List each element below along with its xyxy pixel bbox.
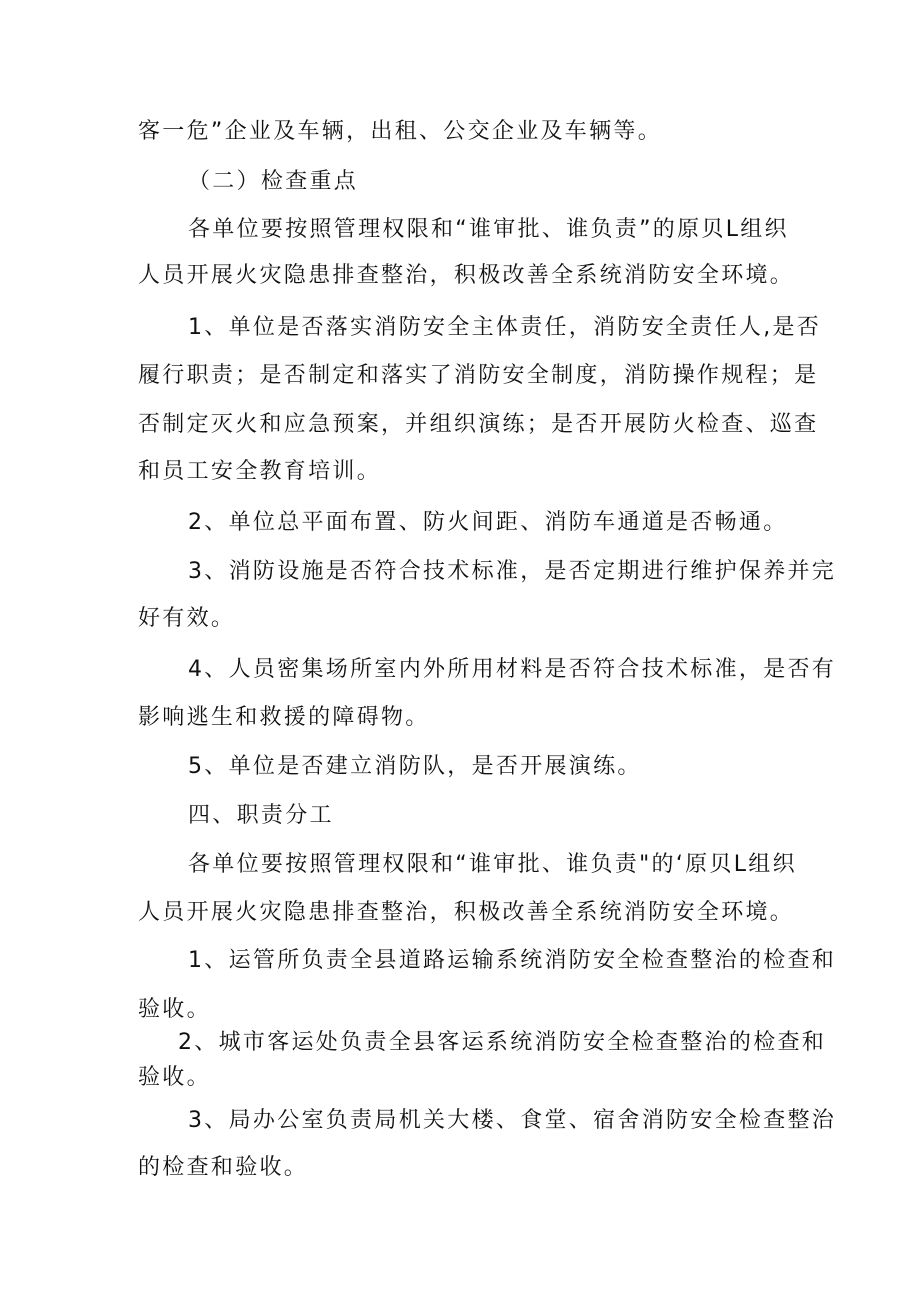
- paragraph-first-line: 1、运管所负责全县道路运输系统消防安全检查整治的检查和: [188, 948, 837, 973]
- text-line: 履行职责；是否制定和落实了消防安全制度，消防操作规程；是: [138, 363, 819, 388]
- text-line: 人员开展火灾隐患排查整治，积极改善全系统消防安全环境。: [138, 900, 795, 925]
- paragraph-first-line: 2、城市客运处负责全县客运系统消防安全检查整治的检查和: [178, 1030, 827, 1055]
- paragraph-first-line: 各单位要按照管理权限和“谁审批、谁负责"的‘原贝L组织: [188, 852, 797, 877]
- text-line: 验收。: [138, 1065, 211, 1090]
- text-line: 验收。: [138, 997, 211, 1022]
- text-line: 否制定灭火和应急预案，并组织演练；是否开展防火检查、巡查: [138, 412, 819, 437]
- text-line: 的检查和验收。: [138, 1155, 309, 1180]
- text-line: 影响逃生和救援的障碍物。: [138, 705, 430, 730]
- section-heading: （二）检查重点: [188, 169, 359, 194]
- paragraph-first-line: 2、单位总平面布置、防火间距、消防车通道是否畅通。: [188, 510, 788, 535]
- paragraph-first-line: 各单位要按照管理权限和“谁审批、谁负责”的原贝L组织: [188, 217, 789, 242]
- text-line: 人员开展火灾隐患排查整治，积极改善全系统消防安全环境。: [138, 263, 795, 288]
- text-line: 和员工安全教育培训。: [138, 459, 382, 484]
- text-line: 客一危”企业及车辆，出租、公交企业及车辆等。: [138, 119, 662, 144]
- paragraph-first-line: 5、单位是否建立消防队，是否开展演练。: [188, 754, 642, 779]
- paragraph-first-line: 4、人员密集场所室内外所用材料是否符合技术标准，是否有: [188, 657, 837, 682]
- paragraph-first-line: 1、单位是否落实消防安全主体责任，消防安全责任人,是否: [188, 315, 822, 340]
- text-line: 好有效。: [138, 606, 236, 631]
- paragraph-first-line: 3、局办公室负责局机关大楼、食堂、宿舍消防安全检查整治: [188, 1108, 837, 1133]
- section-heading: 四、职责分工: [188, 803, 334, 828]
- paragraph-first-line: 3、消防设施是否符合技术标准，是否定期进行维护保养并完: [188, 559, 837, 584]
